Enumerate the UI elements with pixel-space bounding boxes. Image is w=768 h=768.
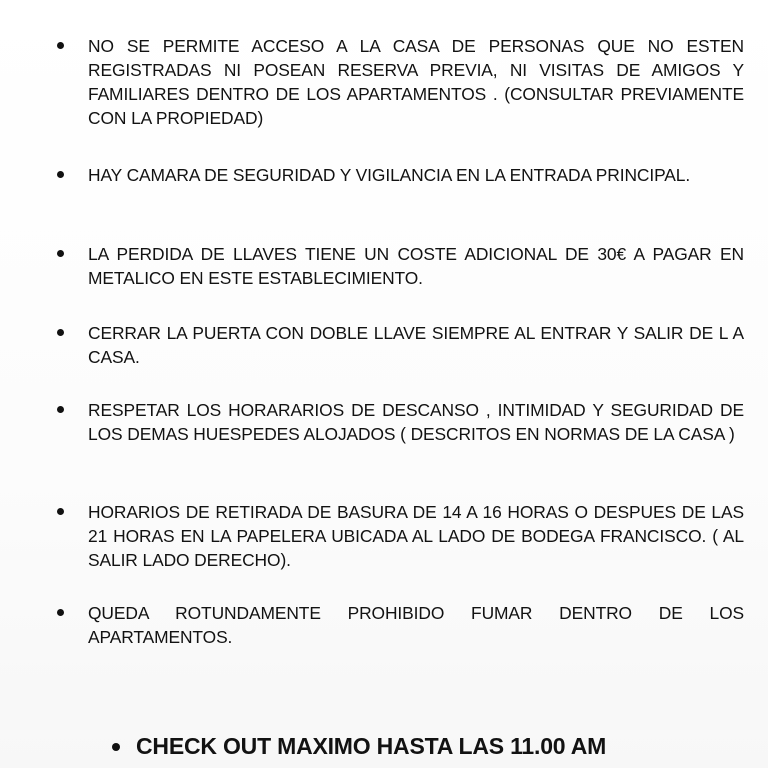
rule-text: HAY CAMARA DE SEGURIDAD Y VIGILANCIA EN LA ENTRADA PRINCIPAL. — [88, 165, 691, 185]
rule-text: NO SE PERMITE ACCESO A LA CASA DE PERSONAS QUE NO ESTEN REGISTRADAS NI POSEAN RESERVA PREVIA, NI VISITAS DE AMIGOS Y FAMILIARES DENTRO DE LOS APARTAMENTOS . (CONSULTAR PREVIAMENTE CON LA PROPIEDAD) — [88, 36, 744, 128]
rule-text: CERRAR LA PUERTA CON DOBLE LLAVE SIEMPRE AL ENTRAR Y SALIR DE L A CASA. — [88, 323, 744, 367]
bullet-dot-icon — [57, 406, 64, 413]
bullet-dot-icon — [57, 171, 64, 178]
bullet-dot-icon — [57, 508, 64, 515]
rule-text: RESPETAR LOS HORARARIOS DE DESCANSO , INTIMIDAD Y SEGURIDAD DE LOS DEMAS HUESPEDES ALOJADOS ( DESCRITOS EN NORMAS DE LA CASA ) — [88, 400, 744, 444]
bullet-dot-icon — [57, 609, 64, 616]
checkout-notice — [0, 730, 768, 764]
checkout-text: CHECK OUT MAXIMO HASTA LAS 11.00 AM — [136, 733, 607, 759]
bullet-dot-icon — [57, 42, 64, 49]
rule-text: HORARIOS DE RETIRADA DE BASURA DE 14 A 16 HORAS O DESPUES DE LAS 21 HORAS EN LA PAPELERA UBICADA AL LADO DE BODEGA FRANCISCO. ( AL SALIR LADO DERECHO). — [88, 502, 744, 570]
bullet-dot-icon — [57, 250, 64, 257]
bullet-dot-icon — [112, 743, 120, 751]
bullet-dot-icon — [57, 329, 64, 336]
rule-text: LA PERDIDA DE LLAVES TIENE UN COSTE ADICIONAL DE 30€ A PAGAR EN METALICO EN ESTE ESTABLECIMIENTO. — [88, 244, 744, 288]
rule-text: QUEDA ROTUNDAMENTE PROHIBIDO FUMAR DENTRO DE LOS APARTAMENTOS. — [88, 603, 744, 647]
